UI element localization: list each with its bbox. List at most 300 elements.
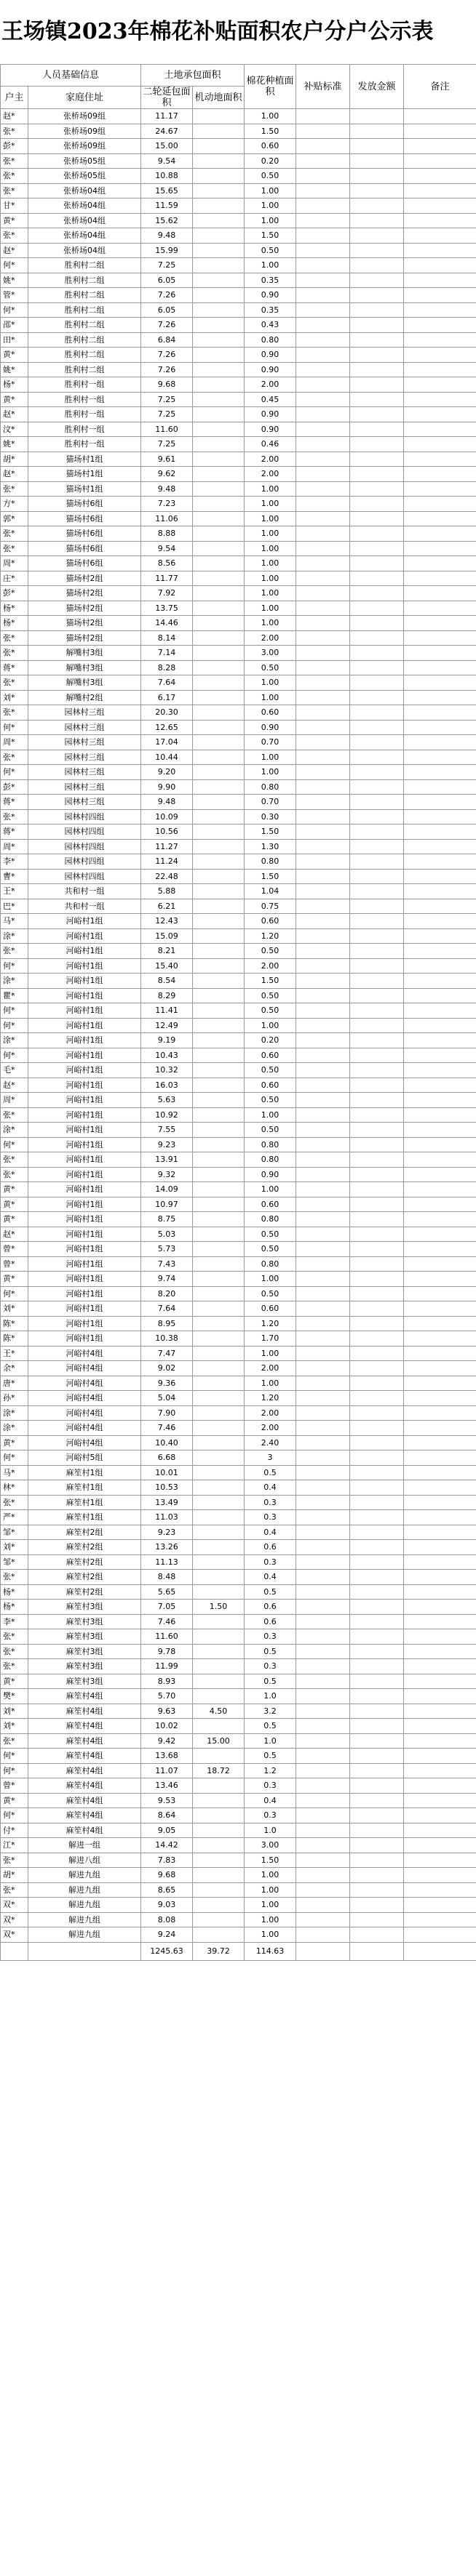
subsidy-standard-cell	[296, 1391, 350, 1406]
amount-cell	[350, 1554, 404, 1570]
address-cell: 麻笙村1组	[28, 1480, 141, 1496]
cotton-area-cell: 2.00	[245, 467, 296, 482]
jidong-area-cell	[193, 884, 245, 899]
remark-cell	[404, 1510, 476, 1525]
address-cell: 张桥场04组	[28, 243, 141, 258]
subsidy-standard-cell	[296, 1063, 350, 1078]
address-cell: 河峪村1组	[28, 1078, 141, 1093]
table-row	[1, 1197, 476, 1212]
jidong-area-cell	[193, 1435, 245, 1450]
erlun-area-cell: 7.25	[141, 392, 193, 407]
remark-cell	[404, 720, 476, 735]
address-cell: 张桥场04组	[28, 213, 141, 228]
jidong-area-cell	[193, 467, 245, 482]
household-head-cell: 黄*	[1, 1793, 28, 1808]
subsidy-standard-cell	[296, 1510, 350, 1525]
amount-cell	[350, 1272, 404, 1287]
amount-cell	[350, 1167, 404, 1182]
household-head-cell: 赵*	[1, 407, 28, 422]
amount-cell	[350, 928, 404, 944]
cotton-area-cell: 0.50	[245, 1123, 296, 1138]
table-row	[1, 914, 476, 929]
address-cell: 麻笙村4组	[28, 1763, 141, 1778]
jidong-area-cell	[193, 1882, 245, 1898]
total-cotton: 114.63	[245, 1942, 296, 1960]
subsidy-standard-cell	[296, 1182, 350, 1197]
jidong-area-cell	[193, 1465, 245, 1480]
cotton-area-cell: 0.60	[245, 1078, 296, 1093]
subsidy-standard-cell	[296, 1689, 350, 1704]
household-head-cell: 双*	[1, 1927, 28, 1943]
remark-cell	[404, 1495, 476, 1510]
address-cell: 猫场村6组	[28, 497, 141, 512]
address-cell: 河峪村4组	[28, 1405, 141, 1421]
amount-cell	[350, 1152, 404, 1168]
table-row	[1, 1152, 476, 1168]
amount-cell	[350, 526, 404, 542]
household-head-cell: 涂*	[1, 928, 28, 944]
erlun-area-cell: 10.92	[141, 1107, 193, 1123]
table-row	[1, 1048, 476, 1063]
amount-cell	[350, 109, 404, 124]
erlun-area-cell: 9.03	[141, 1898, 193, 1913]
remark-cell	[404, 511, 476, 526]
table-row	[1, 571, 476, 586]
subsidy-standard-cell	[296, 153, 350, 169]
subsidy-standard-cell	[296, 809, 350, 824]
erlun-area-cell: 7.26	[141, 362, 193, 377]
remark-cell	[404, 1525, 476, 1540]
cotton-area-cell: 1.00	[245, 1912, 296, 1927]
cotton-area-cell: 2.00	[245, 452, 296, 467]
jidong-area-cell	[193, 646, 245, 661]
address-cell: 河峪村4组	[28, 1435, 141, 1450]
cotton-area-cell: 1.00	[245, 526, 296, 542]
amount-cell	[350, 1107, 404, 1123]
table-row	[1, 795, 476, 810]
cotton-area-cell: 1.50	[245, 824, 296, 840]
subsidy-standard-cell	[296, 646, 350, 661]
jidong-area-cell	[193, 1868, 245, 1883]
table-row	[1, 556, 476, 571]
table-row	[1, 1868, 476, 1883]
address-cell: 河峪村4组	[28, 1346, 141, 1361]
remark-cell	[404, 318, 476, 333]
table-row	[1, 243, 476, 258]
amount-cell	[350, 1391, 404, 1406]
table-row	[1, 1480, 476, 1496]
address-cell: 猫场村2组	[28, 571, 141, 586]
cotton-area-cell: 0.3	[245, 1510, 296, 1525]
remark-cell	[404, 616, 476, 631]
address-cell: 河峪村1组	[28, 1227, 141, 1242]
table-row	[1, 1107, 476, 1123]
amount-cell	[350, 869, 404, 884]
table-row	[1, 318, 476, 333]
household-head-cell: 张*	[1, 1853, 28, 1868]
remark-cell	[404, 958, 476, 974]
subsidy-standard-cell	[296, 1376, 350, 1391]
subsidy-standard-cell	[296, 1286, 350, 1301]
erlun-area-cell: 7.90	[141, 1405, 193, 1421]
subsidy-standard-cell	[296, 124, 350, 139]
remark-cell	[404, 1137, 476, 1152]
subsidy-standard-cell	[296, 318, 350, 333]
cotton-area-cell: 1.00	[245, 675, 296, 691]
cotton-area-cell: 0.50	[245, 243, 296, 258]
remark-cell	[404, 928, 476, 944]
subsidy-standard-cell	[296, 735, 350, 750]
table-row	[1, 139, 476, 154]
address-cell: 张桥场09组	[28, 109, 141, 124]
amount-cell	[350, 1316, 404, 1331]
amount-cell	[350, 1197, 404, 1212]
jidong-area-cell	[193, 1227, 245, 1242]
erlun-area-cell: 7.83	[141, 1853, 193, 1868]
subsidy-standard-cell	[296, 467, 350, 482]
address-cell: 解进九组	[28, 1882, 141, 1898]
address-cell: 胜利村二组	[28, 362, 141, 377]
household-head-cell: 姚*	[1, 273, 28, 288]
erlun-area-cell: 9.53	[141, 1793, 193, 1808]
cotton-area-cell: 1.00	[245, 616, 296, 631]
amount-cell	[350, 213, 404, 228]
amount-cell	[350, 824, 404, 840]
subsidy-table	[0, 64, 476, 1961]
jidong-area-cell	[193, 1212, 245, 1227]
household-head-cell: 黄*	[1, 213, 28, 228]
household-head-cell: 周*	[1, 1093, 28, 1108]
cotton-area-cell: 1.00	[245, 183, 296, 198]
household-head-cell: 严*	[1, 1510, 28, 1525]
household-head-cell: 何*	[1, 1749, 28, 1764]
subsidy-standard-cell	[296, 1927, 350, 1943]
subsidy-standard-cell	[296, 1719, 350, 1734]
household-head-cell: 曾*	[1, 1256, 28, 1272]
household-head-cell: 张*	[1, 675, 28, 691]
jidong-area-cell	[193, 839, 245, 854]
jidong-area-cell	[193, 1421, 245, 1436]
cotton-area-cell: 2.00	[245, 630, 296, 646]
remark-cell	[404, 228, 476, 244]
household-head-cell: 双*	[1, 1912, 28, 1927]
amount-cell	[350, 1659, 404, 1674]
household-head-cell: 杨*	[1, 616, 28, 631]
remark-cell	[404, 302, 476, 318]
jidong-area-cell: 15.00	[193, 1733, 245, 1749]
table-row	[1, 258, 476, 273]
subsidy-standard-cell	[296, 571, 350, 586]
table-row	[1, 765, 476, 780]
table-row	[1, 1749, 476, 1764]
address-cell: 河峪村4组	[28, 1421, 141, 1436]
erlun-area-cell: 11.07	[141, 1763, 193, 1778]
address-cell: 麻笙村2组	[28, 1554, 141, 1570]
household-head-cell: 马*	[1, 1465, 28, 1480]
table-row	[1, 1123, 476, 1138]
cotton-area-cell: 1.70	[245, 1331, 296, 1347]
subsidy-standard-cell	[296, 1495, 350, 1510]
remark-cell	[404, 690, 476, 705]
subsidy-standard-cell	[296, 1107, 350, 1123]
cotton-area-cell: 2.00	[245, 958, 296, 974]
subsidy-standard-cell	[296, 1018, 350, 1033]
header-amount: 发放金额	[350, 65, 404, 109]
household-head-cell: 蒋*	[1, 660, 28, 675]
jidong-area-cell	[193, 690, 245, 705]
household-head-cell: 邹*	[1, 1525, 28, 1540]
table-row	[1, 1003, 476, 1019]
subsidy-standard-cell	[296, 1227, 350, 1242]
cotton-area-cell: 0.80	[245, 779, 296, 795]
subsidy-standard-cell	[296, 437, 350, 452]
amount-cell	[350, 690, 404, 705]
table-row	[1, 1510, 476, 1525]
subsidy-standard-cell	[296, 1033, 350, 1048]
address-cell: 河峪村1组	[28, 1018, 141, 1033]
subsidy-standard-cell	[296, 974, 350, 989]
remark-cell	[404, 1450, 476, 1466]
household-head-cell: 何*	[1, 302, 28, 318]
table-row	[1, 601, 476, 616]
page-title: 王场镇2023年棉花补贴面积农户分户公示表	[1, 19, 434, 44]
amount-cell	[350, 392, 404, 407]
amount-cell	[350, 139, 404, 154]
remark-cell	[404, 1242, 476, 1257]
remark-cell	[404, 824, 476, 840]
address-cell: 麻笙村4组	[28, 1689, 141, 1704]
remark-cell	[404, 213, 476, 228]
address-cell: 河峪村4组	[28, 1376, 141, 1391]
subsidy-standard-cell	[296, 1256, 350, 1272]
amount-cell	[350, 124, 404, 139]
amount-cell	[350, 571, 404, 586]
table-row	[1, 705, 476, 721]
remark-cell	[404, 1048, 476, 1063]
amount-cell	[350, 1719, 404, 1734]
household-head-cell: 张*	[1, 944, 28, 959]
amount-cell	[350, 1212, 404, 1227]
household-head-cell: 张*	[1, 1152, 28, 1168]
erlun-area-cell: 10.43	[141, 1048, 193, 1063]
cotton-area-cell: 1.50	[245, 974, 296, 989]
cotton-area-cell: 0.30	[245, 809, 296, 824]
cotton-area-cell: 2.00	[245, 1361, 296, 1376]
cotton-area-cell: 1.00	[245, 750, 296, 765]
household-head-cell: 李*	[1, 854, 28, 870]
amount-cell	[350, 332, 404, 348]
remark-cell	[404, 1421, 476, 1436]
jidong-area-cell	[193, 735, 245, 750]
table-row	[1, 1301, 476, 1317]
table-row	[1, 675, 476, 691]
erlun-area-cell: 7.64	[141, 675, 193, 691]
household-head-cell: 涂*	[1, 1123, 28, 1138]
amount-cell	[350, 720, 404, 735]
household-head-cell: 江*	[1, 1838, 28, 1853]
header-erlun-area: 二轮延包面积	[141, 87, 193, 109]
jidong-area-cell	[193, 1152, 245, 1168]
jidong-area-cell	[193, 1495, 245, 1510]
subsidy-standard-cell	[296, 1361, 350, 1376]
address-cell: 共和村一组	[28, 884, 141, 899]
remark-cell	[404, 646, 476, 661]
cotton-area-cell: 0.90	[245, 422, 296, 437]
cotton-area-cell: 3.2	[245, 1704, 296, 1719]
address-cell: 河峪村1组	[28, 1212, 141, 1227]
amount-cell	[350, 422, 404, 437]
household-head-cell: 彭*	[1, 139, 28, 154]
jidong-area-cell	[193, 1107, 245, 1123]
jidong-area-cell	[193, 1674, 245, 1689]
erlun-area-cell: 14.42	[141, 1838, 193, 1853]
erlun-area-cell: 8.08	[141, 1912, 193, 1927]
amount-cell	[350, 750, 404, 765]
household-head-cell: 张*	[1, 1629, 28, 1645]
household-head-cell: 张*	[1, 705, 28, 721]
address-cell: 河峪村4组	[28, 1391, 141, 1406]
jidong-area-cell	[193, 1629, 245, 1645]
address-cell: 园林村三组	[28, 705, 141, 721]
table-row	[1, 1584, 476, 1600]
remark-cell	[404, 1123, 476, 1138]
amount-cell	[350, 1137, 404, 1152]
cotton-area-cell: 0.60	[245, 139, 296, 154]
address-cell: 河峪村1组	[28, 1137, 141, 1152]
household-head-cell: 涂*	[1, 974, 28, 989]
cotton-area-cell: 0.6	[245, 1540, 296, 1555]
erlun-area-cell: 6.05	[141, 302, 193, 318]
remark-cell	[404, 1570, 476, 1585]
remark-cell	[404, 988, 476, 1003]
table-row	[1, 735, 476, 750]
erlun-area-cell: 10.02	[141, 1719, 193, 1734]
household-head-cell: 张*	[1, 1882, 28, 1898]
jidong-area-cell	[193, 1689, 245, 1704]
address-cell: 麻笙村1组	[28, 1495, 141, 1510]
cotton-area-cell: 1.00	[245, 1107, 296, 1123]
subsidy-standard-cell	[296, 258, 350, 273]
erlun-area-cell: 8.65	[141, 1882, 193, 1898]
address-cell: 张桥场04组	[28, 228, 141, 244]
amount-cell	[350, 1749, 404, 1764]
household-head-cell: 刘*	[1, 1301, 28, 1317]
household-head-cell: 周*	[1, 735, 28, 750]
address-cell: 园林村三组	[28, 765, 141, 780]
erlun-area-cell: 11.59	[141, 198, 193, 214]
table-row	[1, 541, 476, 556]
amount-cell	[350, 809, 404, 824]
address-cell: 河峪村1组	[28, 1256, 141, 1272]
household-head-cell: 陈*	[1, 1331, 28, 1347]
remark-cell	[404, 809, 476, 824]
erlun-area-cell: 10.01	[141, 1465, 193, 1480]
remark-cell	[404, 735, 476, 750]
remark-cell	[404, 1435, 476, 1450]
cotton-area-cell: 0.5	[245, 1749, 296, 1764]
jidong-area-cell	[193, 1614, 245, 1629]
cotton-area-cell: 1.00	[245, 571, 296, 586]
jidong-area-cell	[193, 243, 245, 258]
cotton-area-cell: 0.50	[245, 1227, 296, 1242]
cotton-area-cell: 1.00	[245, 213, 296, 228]
household-head-cell: 方*	[1, 497, 28, 512]
address-cell: 园林村四组	[28, 839, 141, 854]
jidong-area-cell	[193, 377, 245, 393]
subsidy-standard-cell	[296, 1197, 350, 1212]
jidong-area-cell	[193, 1554, 245, 1570]
household-head-cell: 胡*	[1, 452, 28, 467]
household-head-cell: 孙*	[1, 1391, 28, 1406]
jidong-area-cell	[193, 1316, 245, 1331]
remark-cell	[404, 481, 476, 497]
remark-cell	[404, 198, 476, 214]
table-row	[1, 198, 476, 214]
jidong-area-cell	[193, 437, 245, 452]
address-cell: 园林村四组	[28, 869, 141, 884]
erlun-area-cell: 10.44	[141, 750, 193, 765]
amount-cell	[350, 616, 404, 631]
jidong-area-cell	[193, 1853, 245, 1868]
amount-cell	[350, 1600, 404, 1615]
subsidy-standard-cell	[296, 1704, 350, 1719]
address-cell: 张桥场09组	[28, 124, 141, 139]
cotton-area-cell: 1.30	[245, 839, 296, 854]
cotton-area-cell: 0.35	[245, 302, 296, 318]
jidong-area-cell	[193, 675, 245, 691]
address-cell: 河峪村1组	[28, 1003, 141, 1019]
table-row	[1, 1078, 476, 1093]
erlun-area-cell: 13.75	[141, 601, 193, 616]
amount-cell	[350, 1644, 404, 1659]
address-cell: 河峪村1组	[28, 974, 141, 989]
remark-cell	[404, 1376, 476, 1391]
jidong-area-cell	[193, 1033, 245, 1048]
remark-cell	[404, 765, 476, 780]
table-row	[1, 1570, 476, 1585]
household-head-cell: 黄*	[1, 1212, 28, 1227]
household-head-cell: 赵*	[1, 109, 28, 124]
household-head-cell: 何*	[1, 1137, 28, 1152]
remark-cell	[404, 1719, 476, 1734]
remark-cell	[404, 1629, 476, 1645]
subsidy-standard-cell	[296, 1450, 350, 1466]
address-cell: 河峪村1组	[28, 1316, 141, 1331]
erlun-area-cell: 9.68	[141, 377, 193, 393]
table-row	[1, 1316, 476, 1331]
household-head-cell: 胡*	[1, 1868, 28, 1883]
jidong-area-cell	[193, 109, 245, 124]
address-cell: 猫场村1组	[28, 467, 141, 482]
address-cell: 麻笙村4组	[28, 1808, 141, 1823]
erlun-area-cell: 9.54	[141, 541, 193, 556]
household-head-cell: 涂*	[1, 1421, 28, 1436]
erlun-area-cell: 8.95	[141, 1316, 193, 1331]
household-head-cell: 张*	[1, 124, 28, 139]
address-cell: 园林村四组	[28, 854, 141, 870]
jidong-area-cell	[193, 1450, 245, 1466]
amount-cell	[350, 1450, 404, 1466]
totals-blank	[404, 1942, 476, 1960]
table-row	[1, 526, 476, 542]
subsidy-standard-cell	[296, 1123, 350, 1138]
erlun-area-cell: 11.77	[141, 571, 193, 586]
jidong-area-cell	[193, 1927, 245, 1943]
cotton-area-cell: 1.2	[245, 1763, 296, 1778]
subsidy-standard-cell	[296, 481, 350, 497]
table-row	[1, 362, 476, 377]
subsidy-standard-cell	[296, 1048, 350, 1063]
